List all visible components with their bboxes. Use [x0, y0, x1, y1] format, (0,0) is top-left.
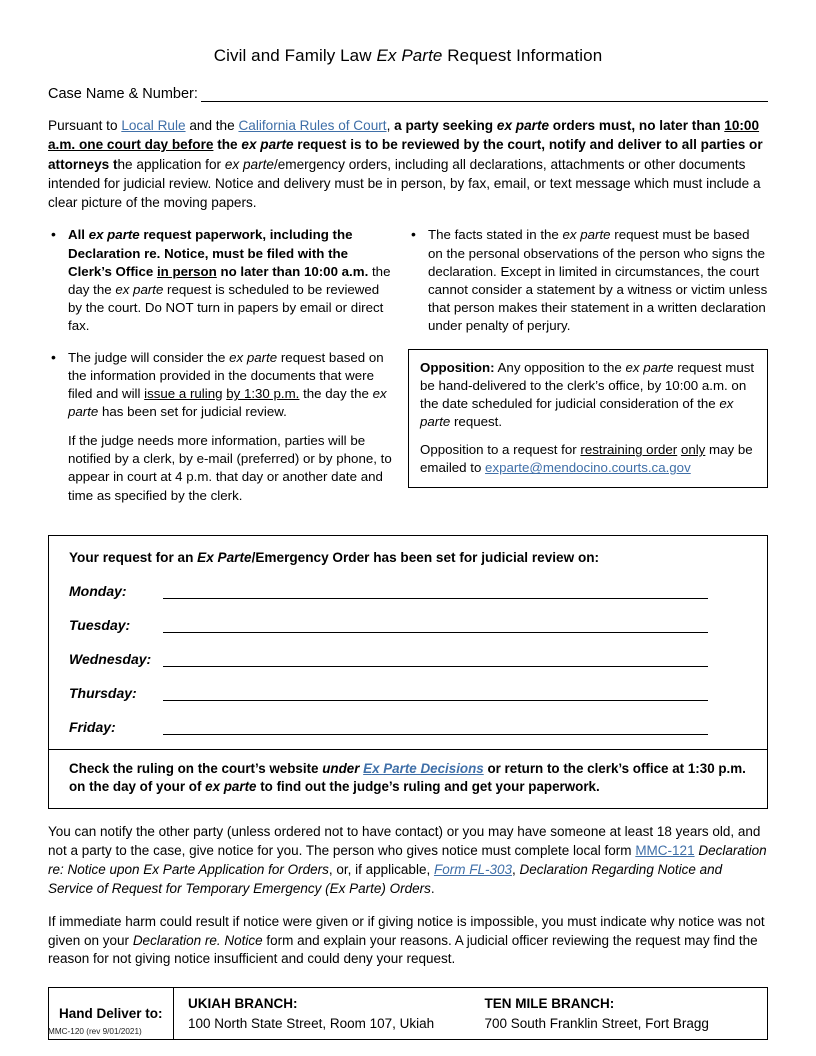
- day-blank-monday[interactable]: [163, 585, 708, 599]
- case-name-input-blank[interactable]: [201, 86, 768, 102]
- lb2-italic-1: ex parte: [229, 349, 278, 365]
- schedule-heading: [69, 550, 751, 565]
- left-column: [48, 226, 408, 518]
- schedule-row-wednesday: [69, 651, 751, 667]
- opp-p2-c: may be emailed to: [420, 442, 753, 476]
- opp-restraining-order-underline: restraining order: [580, 442, 678, 458]
- intro-bold-1: a party seeking: [394, 118, 497, 133]
- intro-s4: he application for: [117, 156, 225, 172]
- lb1-bold-underline: in person: [156, 263, 217, 279]
- lb2-e: has been set for judicial review.: [98, 404, 287, 420]
- intro-s5: /emergency orders, including all declarations, attachments or other documents intended for judicial review. Notice and delivery must be in person, by fax, email, or text message which must include a clear picture of the moving papers.: [48, 156, 761, 211]
- list-item: [48, 226, 394, 334]
- np-e: .: [430, 880, 435, 896]
- intro-s2: and the: [185, 118, 239, 133]
- sched-foot-b: or return to the clerk’s office at 1:30 p.m. on the day of your of: [69, 760, 746, 795]
- day-blank-wednesday[interactable]: [163, 653, 708, 667]
- intro-bold-2: orders must, no later than: [549, 118, 725, 133]
- intro-italic-1: ex parte: [224, 156, 274, 172]
- lb1-plain-italic: ex parte: [115, 281, 164, 297]
- day-label-tuesday: Tuesday:: [69, 616, 131, 633]
- lb2-italic-2: ex parte: [68, 386, 387, 420]
- opposition-label: Opposition:: [420, 359, 495, 375]
- intro-bold-italic-1: ex parte: [496, 118, 550, 133]
- branch-address-ten-mile: 700 South Franklin Street, Fort Bragg: [484, 1016, 709, 1032]
- branch-cell-ten-mile: [471, 988, 768, 1039]
- schedule-footer-note: [49, 750, 767, 809]
- case-name-label: Case Name & Number:: [48, 86, 198, 102]
- rb-b: request must be based on the personal observations of the person who signs the declaration. Except in limited in circumstances, the court cannot consider a statement by a witness or victim unless that person makes their statement in a written declaration under penalty of perjury.: [428, 227, 768, 333]
- mmc-121-link[interactable]: MMC-121: [635, 843, 695, 858]
- opp-p1-italic-2: ex parte: [420, 396, 734, 430]
- lb2-a: The judge will consider the: [68, 349, 230, 365]
- lb2-d: the day the: [299, 386, 373, 402]
- branch-name-ukiah: UKIAH BRANCH:: [188, 996, 298, 1012]
- intro-s1: Pursuant to: [48, 118, 122, 133]
- lb2-underline-2: by 1:30 p.m.: [226, 386, 300, 402]
- lb1-bold-b: request paperwork, including the Declaration re. Notice, must be filed with the Clerk’s Office: [68, 227, 353, 279]
- title-italic: Ex Parte: [376, 46, 443, 65]
- right-column: [408, 226, 768, 518]
- lb1-plain-b: request is scheduled to be reviewed by the court. Do NOT turn in papers by email or direct fax.: [68, 281, 384, 333]
- opposition-para-1: [420, 359, 756, 431]
- np-italic-1: Declaration re: Notice upon Ex Parte Application for Orders: [48, 843, 767, 877]
- notice-paragraph: [48, 823, 768, 899]
- lb1-plain-a: the day the: [68, 263, 391, 297]
- lb1-bold-italic: ex parte: [88, 227, 140, 243]
- left-bullet-2-para-2: If the judge needs more information, parties will be notified by a clerk, by e-mail (preferred) or by phone, to appear in court at 4 p.m. that day or another date and time as specified by the clerk.: [68, 433, 392, 503]
- right-bullet-text: [428, 226, 768, 334]
- left-bullet-list: [48, 226, 394, 504]
- opposition-box: [408, 349, 768, 488]
- np-c: , or, if applicable,: [328, 861, 434, 877]
- intro-bold-italic-2: ex parte: [241, 137, 294, 153]
- np-d: ,: [511, 861, 520, 877]
- sched-foot-c: to find out the judge’s ruling and get your paperwork.: [256, 779, 600, 795]
- page-title: [48, 0, 768, 66]
- title-part-1: Civil and Family Law: [213, 46, 377, 65]
- exparte-email-link[interactable]: exparte@mendocino.courts.ca.gov: [485, 460, 691, 476]
- day-label-friday: Friday:: [69, 718, 116, 735]
- sched-head-a: Your request for an: [69, 549, 198, 565]
- rb-a: The facts stated in the: [428, 227, 563, 243]
- opposition-para-2: [420, 441, 756, 477]
- schedule-row-tuesday: [69, 617, 751, 633]
- two-column-bullets: [48, 226, 768, 518]
- lb1-bold-c: no later than 10:00 a.m.: [216, 263, 369, 279]
- sched-foot-a: Check the ruling on the court’s website: [69, 760, 323, 776]
- hp-italic: Declaration re. Notice: [132, 932, 263, 948]
- day-blank-thursday[interactable]: [163, 687, 708, 701]
- hp-a: If immediate harm could result if notice were given or if giving notice is impossible, you must indicate why notice was not given on your: [48, 913, 765, 948]
- np-a: You can notify the other party (unless ordered not to have contact) or you may have someone at least 18 years old, and not a party to the case, give notice for you. The person who gives notice must complete local form: [48, 824, 761, 858]
- hp-b: form and explain your reasons. A judicial officer reviewing the request may find the reason for not giving notice insufficient and could deny your request.: [48, 932, 758, 967]
- opp-p2-a: Opposition to a request for: [420, 442, 581, 458]
- immediate-harm-paragraph: [48, 913, 768, 970]
- np-italic-2: Declaration Regarding Notice and Service of Request for Temporary Emergency (Ex Parte) Orders: [48, 861, 723, 896]
- day-blank-tuesday[interactable]: [163, 619, 708, 633]
- schedule-box: [48, 535, 768, 810]
- local-rule-link[interactable]: Local Rule: [121, 118, 186, 133]
- schedule-row-thursday: [69, 685, 751, 701]
- intro-bold-underline: 10:00 a.m. one court day before: [48, 118, 760, 153]
- day-blank-friday[interactable]: [163, 721, 708, 735]
- opp-only-underline: only: [680, 442, 706, 458]
- intro-s3: ,: [386, 118, 395, 133]
- left-bullet-2-para-1: [68, 349, 394, 421]
- sched-head-b: /Emergency Order has been set for judicial review on:: [251, 549, 600, 565]
- form-number-footer: MMC-120 (rev 9/01/2021): [48, 1027, 142, 1036]
- sched-head-italic: Ex Parte: [197, 549, 252, 565]
- ex-parte-decisions-link[interactable]: Ex Parte Decisions: [363, 760, 484, 776]
- branch-cell-ukiah: [174, 988, 471, 1039]
- lb1-bold-a: All: [68, 227, 89, 243]
- right-bullet-list: [408, 226, 768, 334]
- sched-foot-italic-2: ex parte: [205, 779, 257, 795]
- intro-bold-3: the: [213, 137, 242, 153]
- intro-bold-4: request is to be reviewed by the court, notify and deliver to all parties or attorneys t: [48, 137, 763, 172]
- opp-p1-a: Any opposition to the: [494, 359, 626, 375]
- hand-deliver-label: Hand Deliver to:: [49, 988, 174, 1039]
- schedule-inner: [49, 536, 767, 749]
- form-fl-303-link[interactable]: Form FL-303: [433, 861, 512, 877]
- lb2-b: request based on the information provided in the documents that were filed and will: [68, 349, 384, 402]
- branch-name-ten-mile: TEN MILE BRANCH:: [484, 996, 615, 1012]
- intro-paragraph: [48, 116, 768, 212]
- sched-foot-under-italic: under: [322, 760, 364, 776]
- list-item: [408, 226, 768, 334]
- schedule-row-monday: [69, 583, 751, 599]
- opp-p1-c: request.: [450, 414, 503, 430]
- title-part-2: Request Information: [442, 46, 603, 65]
- branch-address-ukiah: 100 North State Street, Room 107, Ukiah: [188, 1016, 435, 1032]
- opp-p1-b: request must be hand-delivered to the clerk’s office, by 10:00 a.m. on the date scheduled for judicial consideration of the: [420, 359, 755, 412]
- schedule-row-friday: [69, 719, 751, 735]
- day-label-wednesday: Wednesday:: [69, 650, 152, 667]
- opp-p1-italic-1: ex parte: [625, 359, 674, 375]
- lb2-underline-1: issue a ruling: [144, 386, 223, 402]
- day-label-thursday: Thursday:: [69, 684, 137, 701]
- hand-deliver-table: [48, 987, 768, 1040]
- list-item: [48, 349, 394, 505]
- day-label-monday: Monday:: [69, 582, 127, 599]
- case-name-number-row: [48, 86, 768, 102]
- california-rules-of-court-link[interactable]: California Rules of Court: [238, 118, 387, 133]
- rb-italic: ex parte: [562, 227, 611, 243]
- left-bullet-1-text: [68, 226, 394, 334]
